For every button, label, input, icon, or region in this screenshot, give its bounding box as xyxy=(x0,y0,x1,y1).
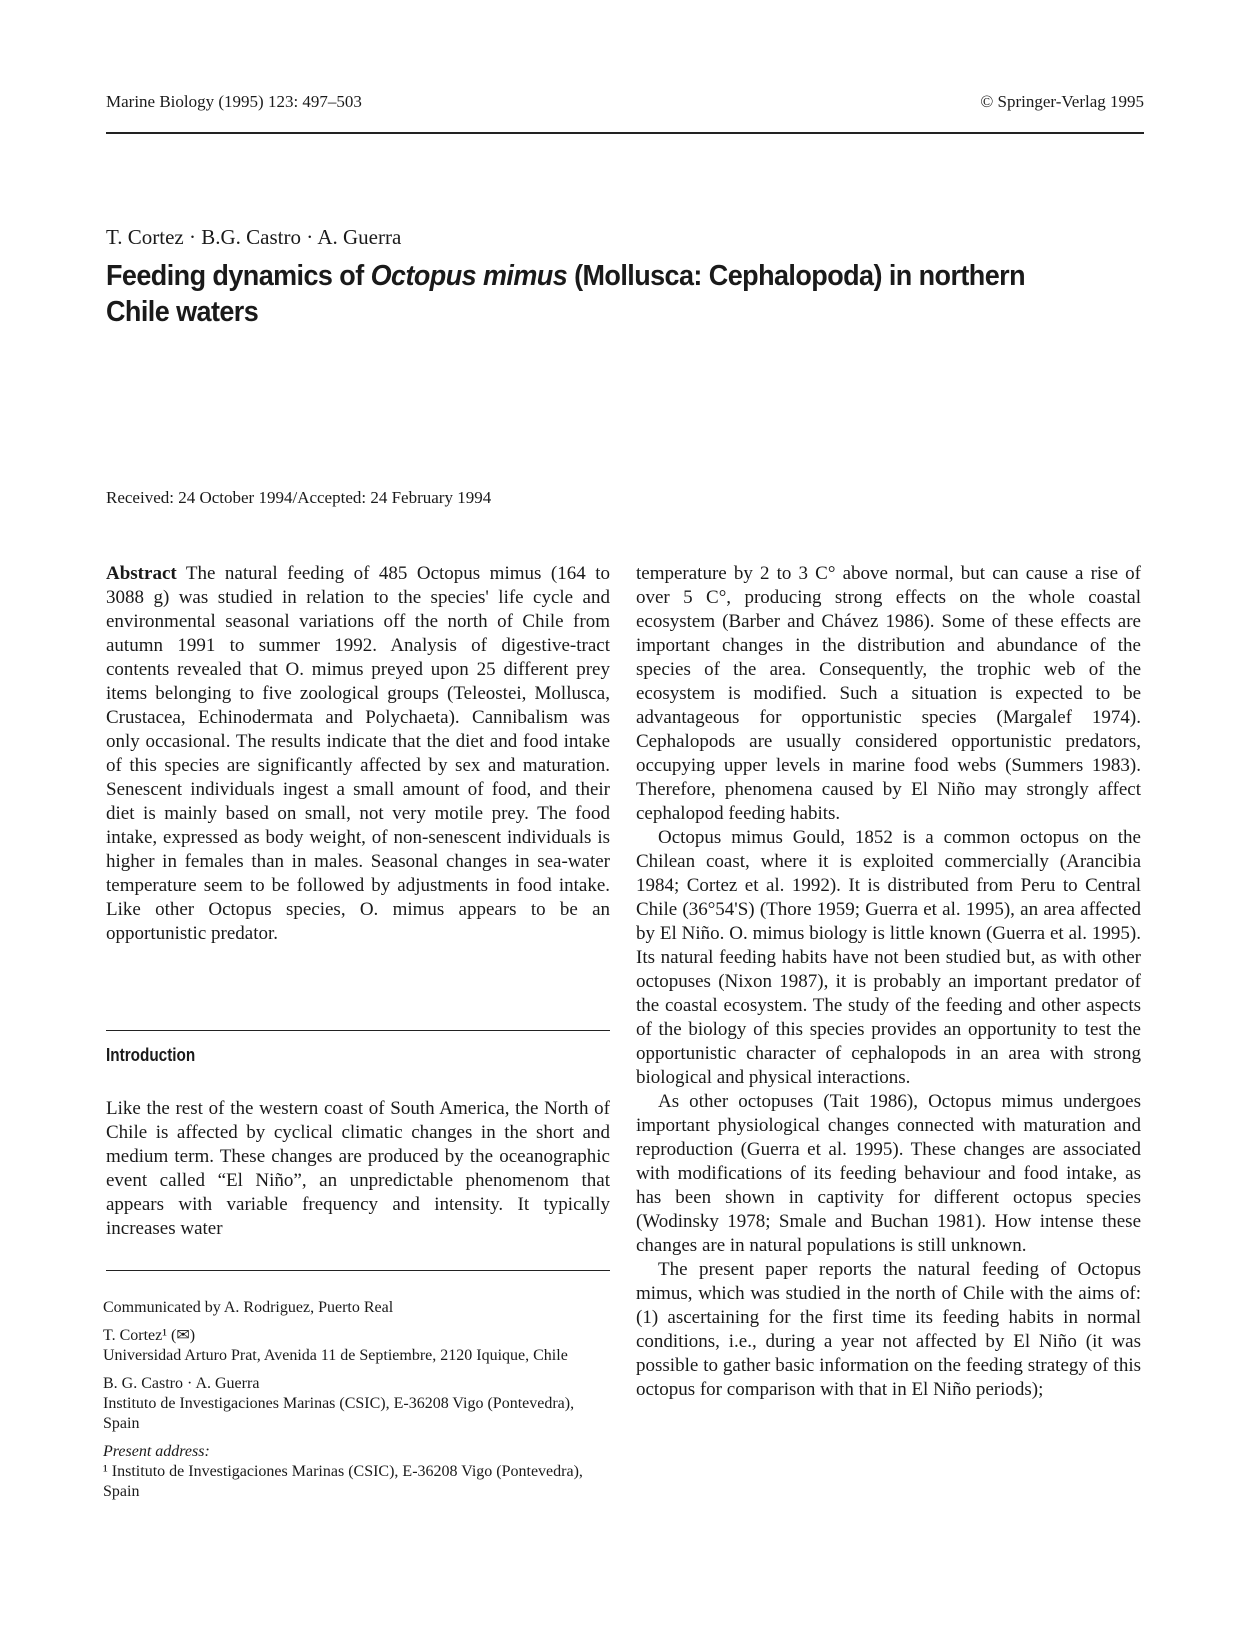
article-title xyxy=(106,258,1073,330)
present-address: ¹ Instituto de Investigaciones Marinas (CSIC), E-36208 Vigo (Pontevedra), Spain xyxy=(103,1463,583,1500)
title-part-2: (Mollusca: Cephalopoda) in northern Chile waters xyxy=(106,260,1026,328)
footnote-rule xyxy=(106,1270,610,1271)
introduction-text xyxy=(106,1097,610,1241)
right-column xyxy=(636,562,1141,1402)
received-dates: Received: 24 October 1994/Accepted: 24 February 1994 xyxy=(106,488,492,507)
running-head xyxy=(106,92,1144,112)
introduction-heading: Introduction xyxy=(106,1045,196,1065)
abstract-label: Abstract xyxy=(106,563,177,584)
right-paragraph-2: Octopus mimus Gould, 1852 is a common octopus on the Chilean coast, where it is exploited commercially (Arancibia 1984; Cortez et al. 1992). It is distributed from Peru to Central Chile (36°54'S) (Thore 1959; Guerra et al. 1995), an area affected by El Niño. O. mimus biology is little known (Guerra et al. 1995). Its natural feeding habits have not been studied but, as with other octopuses (Nixon 1987), it is probably an important predator of the coastal ecosystem. The study of the feeding and other aspects of the biology of this species provides an opportunity to test the opportunistic character of cephalopods in an area with strong biological and physical interactions. xyxy=(636,827,1141,1088)
journal-citation: Marine Biology (1995) 123: 497–503 xyxy=(106,92,362,111)
footnotes xyxy=(103,1298,611,1510)
co-authors: B. G. Castro · A. Guerra xyxy=(103,1375,260,1392)
abstract xyxy=(106,562,610,946)
affiliation-2: Instituto de Investigaciones Marinas (CSIC), E-36208 Vigo (Pontevedra), Spain xyxy=(103,1395,575,1432)
right-paragraph-3: As other octopuses (Tait 1986), Octopus mimus undergoes important physiological changes connected with maturation and reproduction (Guerra et al. 1995). These changes are associated with modifications of its feeding behaviour and food intake, as has been shown in captivity for different octopus species (Wodinsky 1978; Smale and Buchan 1981). How intense these changes are in natural populations is still unknown. xyxy=(636,1091,1141,1256)
title-species: Octopus mimus xyxy=(370,260,568,292)
intro-paragraph-1: Like the rest of the western coast of South America, the North of Chile is affected by cyclical climatic changes in the short and medium term. These changes are produced by the oceanographic event called “El Niño”, an unpredictable phenomenom that appears with variable frequency and intensity. It typically increases water xyxy=(106,1098,610,1239)
communicated-by: Communicated by A. Rodriguez, Puerto Real xyxy=(103,1299,394,1316)
right-paragraph-4: The present paper reports the natural feeding of Octopus mimus, which was studied in the north of Chile with the aims of: (1) ascertaining for the first time its feeding habits in normal conditions, i.e., during a year not affected by El Niño (it was possible to gather basic information on the feeding strategy of this octopus for comparison with that in El Niño periods); xyxy=(636,1259,1141,1400)
copyright-notice: © Springer-Verlag 1995 xyxy=(980,92,1144,111)
section-rule xyxy=(106,1030,610,1031)
affiliation-1: Universidad Arturo Prat, Avenida 11 de Septiembre, 2120 Iquique, Chile xyxy=(103,1347,568,1364)
abstract-text: The natural feeding of 485 Octopus mimus (164 to 3088 g) was studied in relation to the species' life cycle and environmental seasonal variations off the north of Chile from autumn 1991 to summer 1992. Analysis of digestive-tract contents revealed that O. mimus preyed upon 25 different prey items belonging to five zoological groups (Teleostei, Mollusca, Crustacea, Echinodermata and Polychaeta). Cannibalism was only occasional. The results indicate that the diet and food intake of this species are significantly affected by sex and maturation. Senescent individuals ingest a small amount of food, and their diet is mainly based on small, not very motile prey. The food intake, expressed as body weight, of non-senescent individuals is higher in females than in males. Seasonal changes in sea-water temperature seem to be followed by adjustments in food intake. Like other Octopus species, O. mimus appears to be an opportunistic predator. xyxy=(106,563,610,944)
right-paragraph-1: temperature by 2 to 3 C° above normal, but can cause a rise of over 5 C°, producing strong effects on the whole coastal ecosystem (Barber and Chávez 1986). Some of these effects are important changes in the distribution and abundance of the species of the area. Consequently, the trophic web of the ecosystem is modified. Such a situation is expected to be advantageous for opportunistic species (Margalef 1974). Cephalopods are usually considered opportunistic predators, occupying upper levels in marine food webs (Summers 1983). Therefore, phenomena caused by El Niño may strongly affect cephalopod feeding habits. xyxy=(636,563,1141,824)
authors-line: T. Cortez · B.G. Castro · A. Guerra xyxy=(106,225,402,249)
author-contact: T. Cortez¹ (✉) xyxy=(103,1327,196,1344)
title-part-1: Feeding dynamics of xyxy=(106,260,371,292)
present-address-label: Present address: xyxy=(103,1443,210,1460)
header-rule xyxy=(106,132,1144,134)
